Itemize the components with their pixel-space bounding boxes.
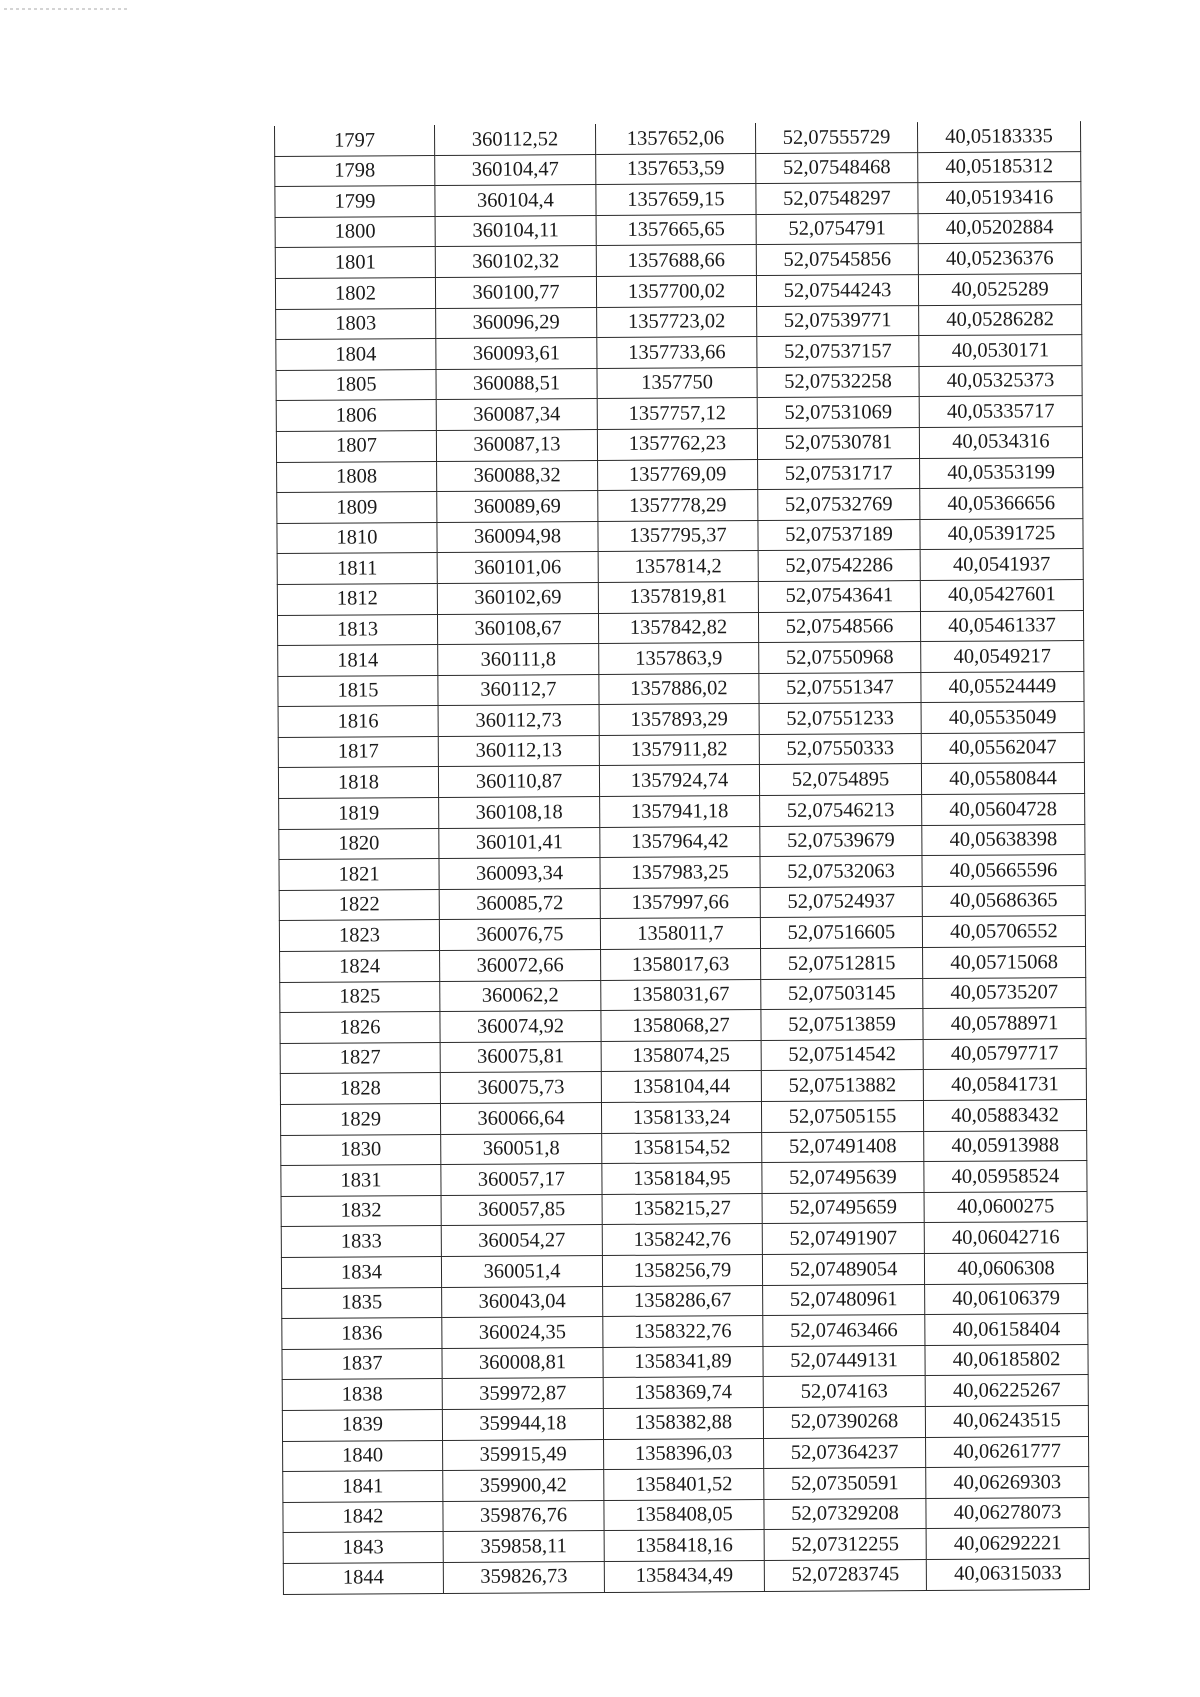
y-coordinate-cell: 1357757,12 xyxy=(597,398,757,430)
y-coordinate-cell: 1358104,44 xyxy=(601,1071,761,1103)
table-row xyxy=(275,121,1081,156)
table-row xyxy=(275,243,1081,279)
point-number-cell: 1825 xyxy=(280,981,440,1013)
y-coordinate-cell: 1358322,76 xyxy=(603,1316,763,1348)
point-number-cell: 1816 xyxy=(278,706,438,738)
x-coordinate-cell: 359900,42 xyxy=(443,1470,604,1502)
y-coordinate-cell: 1357688,66 xyxy=(596,245,756,277)
y-coordinate-cell: 1357700,02 xyxy=(596,276,756,308)
table-row xyxy=(283,1467,1089,1503)
latitude-cell: 52,07491408 xyxy=(762,1131,924,1163)
latitude-cell: 52,07513859 xyxy=(761,1009,923,1041)
x-coordinate-cell: 360101,41 xyxy=(439,827,600,859)
y-coordinate-cell: 1357723,02 xyxy=(597,306,757,338)
x-coordinate-cell: 359826,73 xyxy=(443,1561,604,1593)
point-number-cell: 1822 xyxy=(279,889,439,921)
y-coordinate-cell: 1357665,65 xyxy=(596,214,756,246)
y-coordinate-cell: 1357983,25 xyxy=(600,857,760,889)
point-number-cell: 1835 xyxy=(282,1287,442,1319)
x-coordinate-cell: 360104,47 xyxy=(435,154,596,186)
table-row xyxy=(276,304,1082,340)
point-number-cell: 1810 xyxy=(277,522,437,554)
table-row xyxy=(278,763,1084,799)
latitude-cell: 52,07544243 xyxy=(756,275,918,307)
point-number-cell: 1797 xyxy=(275,125,435,156)
latitude-cell: 52,07542286 xyxy=(758,550,920,582)
table-row xyxy=(280,1008,1086,1044)
point-number-cell: 1841 xyxy=(283,1471,443,1503)
y-coordinate-cell: 1357964,42 xyxy=(600,826,760,858)
table-row xyxy=(283,1497,1089,1533)
x-coordinate-cell: 360088,32 xyxy=(437,460,598,492)
x-coordinate-cell: 359915,49 xyxy=(443,1439,604,1471)
latitude-cell: 52,07350591 xyxy=(764,1468,926,1500)
longitude-cell: 40,05183335 xyxy=(917,121,1080,152)
longitude-cell: 40,05461337 xyxy=(920,610,1083,642)
longitude-cell: 40,0534316 xyxy=(919,427,1082,459)
x-coordinate-cell: 360087,13 xyxy=(436,429,597,461)
latitude-cell: 52,07491907 xyxy=(762,1223,924,1255)
latitude-cell: 52,07532063 xyxy=(760,856,922,888)
table-row xyxy=(279,824,1085,860)
point-number-cell: 1808 xyxy=(277,461,437,493)
latitude-cell: 52,07364237 xyxy=(764,1437,926,1469)
longitude-cell: 40,06042716 xyxy=(924,1222,1087,1254)
latitude-cell: 52,07495639 xyxy=(762,1162,924,1194)
point-number-cell: 1833 xyxy=(281,1226,441,1258)
x-coordinate-cell: 360110,87 xyxy=(438,766,599,798)
y-coordinate-cell: 1358396,03 xyxy=(604,1438,764,1470)
point-number-cell: 1800 xyxy=(275,216,435,248)
table-row xyxy=(280,1069,1086,1105)
latitude-cell: 52,07551233 xyxy=(759,703,921,735)
x-coordinate-cell: 360076,75 xyxy=(439,919,600,951)
point-number-cell: 1843 xyxy=(283,1532,443,1564)
point-number-cell: 1839 xyxy=(282,1409,442,1441)
x-coordinate-cell: 360102,32 xyxy=(435,246,596,278)
latitude-cell: 52,07512815 xyxy=(761,948,923,980)
longitude-cell: 40,05286282 xyxy=(919,304,1082,336)
longitude-cell: 40,05797717 xyxy=(923,1038,1086,1070)
y-coordinate-cell: 1357814,2 xyxy=(598,551,758,583)
y-coordinate-cell: 1358369,74 xyxy=(603,1377,763,1409)
y-coordinate-cell: 1357778,29 xyxy=(598,490,758,522)
x-coordinate-cell: 360093,34 xyxy=(439,858,600,890)
point-number-cell: 1820 xyxy=(279,828,439,860)
latitude-cell: 52,0754791 xyxy=(756,213,918,245)
longitude-cell: 40,06225267 xyxy=(925,1375,1088,1407)
point-number-cell: 1817 xyxy=(278,736,438,768)
table-row xyxy=(282,1283,1088,1319)
table-row xyxy=(278,671,1084,707)
latitude-cell: 52,07546213 xyxy=(760,795,922,827)
table-row xyxy=(283,1558,1089,1594)
point-number-cell: 1829 xyxy=(280,1104,440,1136)
latitude-cell: 52,07390268 xyxy=(763,1406,925,1438)
point-number-cell: 1798 xyxy=(275,155,435,187)
y-coordinate-cell: 1357653,59 xyxy=(596,153,756,185)
point-number-cell: 1844 xyxy=(283,1562,443,1594)
table-row xyxy=(279,794,1085,830)
y-coordinate-cell: 1358408,05 xyxy=(604,1499,764,1531)
y-coordinate-cell: 1357795,37 xyxy=(598,520,758,552)
longitude-cell: 40,05958524 xyxy=(924,1161,1087,1193)
latitude-cell: 52,07537189 xyxy=(758,519,920,551)
y-coordinate-cell: 1357750 xyxy=(597,367,757,399)
x-coordinate-cell: 360101,06 xyxy=(437,552,598,584)
x-coordinate-cell: 360112,52 xyxy=(434,124,595,155)
x-coordinate-cell: 360111,8 xyxy=(438,644,599,676)
point-number-cell: 1830 xyxy=(281,1134,441,1166)
x-coordinate-cell: 360112,7 xyxy=(438,674,599,706)
y-coordinate-cell: 1357842,82 xyxy=(598,612,758,644)
latitude-cell: 52,07543641 xyxy=(758,580,920,612)
x-coordinate-cell: 359858,11 xyxy=(443,1531,604,1563)
x-coordinate-cell: 360108,18 xyxy=(439,797,600,829)
latitude-cell: 52,07514542 xyxy=(761,1039,923,1071)
table-row xyxy=(276,396,1082,432)
point-number-cell: 1807 xyxy=(276,430,436,462)
longitude-cell: 40,05706552 xyxy=(922,916,1085,948)
latitude-cell: 52,07495659 xyxy=(762,1192,924,1224)
x-coordinate-cell: 359944,18 xyxy=(442,1408,603,1440)
y-coordinate-cell: 1358382,88 xyxy=(603,1407,763,1439)
point-number-cell: 1827 xyxy=(280,1042,440,1074)
longitude-cell: 40,0530171 xyxy=(919,335,1082,367)
longitude-cell: 40,05788971 xyxy=(923,1008,1086,1040)
point-number-cell: 1803 xyxy=(276,308,436,340)
y-coordinate-cell: 1357911,82 xyxy=(599,734,759,766)
table-row xyxy=(282,1344,1088,1380)
latitude-cell: 52,07505155 xyxy=(761,1101,923,1133)
document-page xyxy=(274,126,1080,1595)
x-coordinate-cell: 360074,92 xyxy=(440,1011,601,1043)
point-number-cell: 1836 xyxy=(282,1318,442,1350)
y-coordinate-cell: 1358068,27 xyxy=(601,1010,761,1042)
longitude-cell: 40,05562047 xyxy=(921,732,1084,764)
y-coordinate-cell: 1357762,23 xyxy=(597,428,757,460)
point-number-cell: 1801 xyxy=(275,247,435,279)
y-coordinate-cell: 1357863,9 xyxy=(599,643,759,675)
y-coordinate-cell: 1357886,02 xyxy=(599,673,759,705)
longitude-cell: 40,05604728 xyxy=(922,794,1085,826)
point-number-cell: 1840 xyxy=(283,1440,443,1472)
point-number-cell: 1811 xyxy=(277,553,437,585)
y-coordinate-cell: 1358215,27 xyxy=(602,1193,762,1225)
latitude-cell: 52,074163 xyxy=(763,1376,925,1408)
y-coordinate-cell: 1358434,49 xyxy=(604,1560,764,1592)
latitude-cell: 52,07532258 xyxy=(757,366,919,398)
latitude-cell: 52,07550968 xyxy=(759,642,921,674)
longitude-cell: 40,06292221 xyxy=(926,1528,1089,1560)
table-row xyxy=(283,1436,1089,1472)
longitude-cell: 40,05353199 xyxy=(920,457,1083,489)
table-row xyxy=(277,549,1083,585)
table-row xyxy=(278,641,1084,677)
latitude-cell: 52,07516605 xyxy=(760,917,922,949)
longitude-cell: 40,05202884 xyxy=(918,212,1081,244)
coordinates-table-body xyxy=(275,121,1090,1594)
x-coordinate-cell: 359972,87 xyxy=(442,1378,603,1410)
latitude-cell: 52,07545856 xyxy=(756,244,918,276)
latitude-cell: 52,07449131 xyxy=(763,1345,925,1377)
latitude-cell: 52,07480961 xyxy=(763,1284,925,1316)
x-coordinate-cell: 360094,98 xyxy=(437,521,598,553)
latitude-cell: 52,07539679 xyxy=(760,825,922,857)
longitude-cell: 40,05665596 xyxy=(922,855,1085,887)
longitude-cell: 40,05325373 xyxy=(919,365,1082,397)
coordinates-table xyxy=(274,121,1090,1594)
longitude-cell: 40,05236376 xyxy=(918,243,1081,275)
latitude-cell: 52,07329208 xyxy=(764,1498,926,1530)
table-row xyxy=(276,365,1082,401)
y-coordinate-cell: 1357997,66 xyxy=(600,887,760,919)
x-coordinate-cell: 360102,69 xyxy=(437,582,598,614)
y-coordinate-cell: 1357924,74 xyxy=(599,765,759,797)
scan-artifact-mark xyxy=(4,8,130,10)
latitude-cell: 52,07550333 xyxy=(759,733,921,765)
y-coordinate-cell: 1357893,29 xyxy=(599,704,759,736)
point-number-cell: 1799 xyxy=(275,186,435,218)
table-row xyxy=(281,1130,1087,1166)
x-coordinate-cell: 360075,73 xyxy=(440,1072,601,1104)
longitude-cell: 40,06261777 xyxy=(926,1436,1089,1468)
longitude-cell: 40,05913988 xyxy=(924,1130,1087,1162)
y-coordinate-cell: 1358418,16 xyxy=(604,1530,764,1562)
x-coordinate-cell: 360008,81 xyxy=(442,1347,603,1379)
point-number-cell: 1837 xyxy=(282,1348,442,1380)
table-row xyxy=(276,335,1082,371)
y-coordinate-cell: 1358011,7 xyxy=(600,918,760,950)
x-coordinate-cell: 360112,73 xyxy=(438,705,599,737)
table-row xyxy=(277,518,1083,554)
x-coordinate-cell: 360057,85 xyxy=(441,1194,602,1226)
x-coordinate-cell: 360100,77 xyxy=(435,277,596,309)
x-coordinate-cell: 360104,4 xyxy=(435,185,596,217)
latitude-cell: 52,07530781 xyxy=(757,428,919,460)
point-number-cell: 1806 xyxy=(276,400,436,432)
y-coordinate-cell: 1357769,09 xyxy=(598,459,758,491)
x-coordinate-cell: 360062,2 xyxy=(440,980,601,1012)
table-row xyxy=(281,1161,1087,1197)
latitude-cell: 52,07532769 xyxy=(758,489,920,521)
point-number-cell: 1812 xyxy=(277,583,437,615)
table-row xyxy=(280,977,1086,1013)
latitude-cell: 52,07463466 xyxy=(763,1315,925,1347)
x-coordinate-cell: 360108,67 xyxy=(437,613,598,645)
point-number-cell: 1831 xyxy=(281,1165,441,1197)
y-coordinate-cell: 1358031,67 xyxy=(601,979,761,1011)
table-row xyxy=(279,855,1085,891)
longitude-cell: 40,05185312 xyxy=(918,151,1081,183)
x-coordinate-cell: 360104,11 xyxy=(435,215,596,247)
latitude-cell: 52,07531069 xyxy=(757,397,919,429)
latitude-cell: 52,07537157 xyxy=(757,336,919,368)
point-number-cell: 1818 xyxy=(278,767,438,799)
longitude-cell: 40,06158404 xyxy=(925,1314,1088,1346)
x-coordinate-cell: 360112,13 xyxy=(438,735,599,767)
point-number-cell: 1826 xyxy=(280,1012,440,1044)
table-row xyxy=(282,1314,1088,1350)
longitude-cell: 40,0541937 xyxy=(920,549,1083,581)
point-number-cell: 1805 xyxy=(276,369,436,401)
table-row xyxy=(283,1528,1089,1564)
y-coordinate-cell: 1358017,63 xyxy=(601,949,761,981)
longitude-cell: 40,05193416 xyxy=(918,182,1081,214)
x-coordinate-cell: 360072,66 xyxy=(440,950,601,982)
point-number-cell: 1813 xyxy=(277,614,437,646)
table-row xyxy=(277,457,1083,493)
table-row xyxy=(281,1191,1087,1227)
latitude-cell: 52,07503145 xyxy=(761,978,923,1010)
y-coordinate-cell: 1357733,66 xyxy=(597,337,757,369)
table-row xyxy=(281,1253,1087,1289)
point-number-cell: 1823 xyxy=(279,920,439,952)
x-coordinate-cell: 360088,51 xyxy=(436,368,597,400)
longitude-cell: 40,05735207 xyxy=(923,977,1086,1009)
longitude-cell: 40,05686365 xyxy=(922,885,1085,917)
longitude-cell: 40,06106379 xyxy=(925,1283,1088,1315)
table-row xyxy=(279,885,1085,921)
x-coordinate-cell: 360066,64 xyxy=(440,1103,601,1135)
x-coordinate-cell: 360089,69 xyxy=(437,491,598,523)
x-coordinate-cell: 360051,4 xyxy=(441,1255,602,1287)
x-coordinate-cell: 360087,34 xyxy=(436,399,597,431)
longitude-cell: 40,05335717 xyxy=(919,396,1082,428)
table-row xyxy=(275,212,1081,248)
point-number-cell: 1842 xyxy=(283,1501,443,1533)
longitude-cell: 40,05427601 xyxy=(920,579,1083,611)
y-coordinate-cell: 1357941,18 xyxy=(600,796,760,828)
y-coordinate-cell: 1358401,52 xyxy=(604,1469,764,1501)
table-row xyxy=(280,1038,1086,1074)
point-number-cell: 1838 xyxy=(282,1379,442,1411)
point-number-cell: 1815 xyxy=(278,675,438,707)
x-coordinate-cell: 360051,8 xyxy=(441,1133,602,1165)
y-coordinate-cell: 1358184,95 xyxy=(602,1163,762,1195)
table-row xyxy=(275,151,1081,187)
x-coordinate-cell: 360075,81 xyxy=(440,1041,601,1073)
latitude-cell: 52,07531717 xyxy=(758,458,920,490)
y-coordinate-cell: 1358154,52 xyxy=(602,1132,762,1164)
longitude-cell: 40,05366656 xyxy=(920,488,1083,520)
longitude-cell: 40,05524449 xyxy=(921,671,1084,703)
point-number-cell: 1814 xyxy=(278,645,438,677)
latitude-cell: 52,07524937 xyxy=(760,886,922,918)
point-number-cell: 1832 xyxy=(281,1195,441,1227)
latitude-cell: 52,07548468 xyxy=(756,152,918,184)
y-coordinate-cell: 1358256,79 xyxy=(602,1255,762,1287)
longitude-cell: 40,05535049 xyxy=(921,702,1084,734)
latitude-cell: 52,07548566 xyxy=(758,611,920,643)
longitude-cell: 40,05883432 xyxy=(923,1100,1086,1132)
longitude-cell: 40,06185802 xyxy=(925,1344,1088,1376)
x-coordinate-cell: 359876,76 xyxy=(443,1500,604,1532)
longitude-cell: 40,06269303 xyxy=(926,1467,1089,1499)
table-row xyxy=(276,427,1082,463)
latitude-cell: 52,07539771 xyxy=(757,305,919,337)
table-row xyxy=(278,702,1084,738)
y-coordinate-cell: 1358074,25 xyxy=(601,1040,761,1072)
longitude-cell: 40,05391725 xyxy=(920,518,1083,550)
table-row xyxy=(282,1375,1088,1411)
x-coordinate-cell: 360093,61 xyxy=(436,338,597,370)
longitude-cell: 40,0606308 xyxy=(924,1253,1087,1285)
table-row xyxy=(277,488,1083,524)
point-number-cell: 1821 xyxy=(279,859,439,891)
table-row xyxy=(278,732,1084,768)
longitude-cell: 40,05841731 xyxy=(923,1069,1086,1101)
latitude-cell: 52,07283745 xyxy=(764,1559,926,1591)
y-coordinate-cell: 1357659,15 xyxy=(596,184,756,216)
longitude-cell: 40,05638398 xyxy=(922,824,1085,856)
table-row xyxy=(281,1222,1087,1258)
point-number-cell: 1819 xyxy=(279,798,439,830)
table-row xyxy=(275,274,1081,310)
latitude-cell: 52,07513882 xyxy=(761,1070,923,1102)
point-number-cell: 1804 xyxy=(276,339,436,371)
x-coordinate-cell: 360043,04 xyxy=(442,1286,603,1318)
y-coordinate-cell: 1357819,81 xyxy=(598,581,758,613)
x-coordinate-cell: 360024,35 xyxy=(442,1317,603,1349)
table-row xyxy=(279,916,1085,952)
longitude-cell: 40,0525289 xyxy=(918,274,1081,306)
x-coordinate-cell: 360054,27 xyxy=(441,1225,602,1257)
y-coordinate-cell: 1358133,24 xyxy=(601,1102,761,1134)
y-coordinate-cell: 1357652,06 xyxy=(595,123,755,154)
longitude-cell: 40,06315033 xyxy=(926,1558,1089,1590)
table-row xyxy=(277,579,1083,615)
point-number-cell: 1824 xyxy=(280,951,440,983)
longitude-cell: 40,06278073 xyxy=(926,1497,1089,1529)
latitude-cell: 52,07489054 xyxy=(762,1254,924,1286)
longitude-cell: 40,06243515 xyxy=(925,1405,1088,1437)
table-row xyxy=(275,182,1081,218)
y-coordinate-cell: 1358286,67 xyxy=(603,1285,763,1317)
y-coordinate-cell: 1358242,76 xyxy=(602,1224,762,1256)
table-row xyxy=(280,1100,1086,1136)
latitude-cell: 52,07551347 xyxy=(759,672,921,704)
x-coordinate-cell: 360096,29 xyxy=(436,307,597,339)
longitude-cell: 40,05580844 xyxy=(921,763,1084,795)
point-number-cell: 1828 xyxy=(280,1073,440,1105)
point-number-cell: 1809 xyxy=(277,492,437,524)
x-coordinate-cell: 360057,17 xyxy=(441,1164,602,1196)
point-number-cell: 1802 xyxy=(275,277,435,309)
longitude-cell: 40,05715068 xyxy=(923,947,1086,979)
table-row xyxy=(280,947,1086,983)
longitude-cell: 40,0549217 xyxy=(921,641,1084,673)
longitude-cell: 40,0600275 xyxy=(924,1191,1087,1223)
table-row xyxy=(282,1405,1088,1441)
latitude-cell: 52,07548297 xyxy=(756,183,918,215)
table-row xyxy=(277,610,1083,646)
x-coordinate-cell: 360085,72 xyxy=(439,888,600,920)
latitude-cell: 52,0754895 xyxy=(759,764,921,796)
point-number-cell: 1834 xyxy=(281,1256,441,1288)
y-coordinate-cell: 1358341,89 xyxy=(603,1346,763,1378)
latitude-cell: 52,07312255 xyxy=(764,1529,926,1561)
latitude-cell: 52,07555729 xyxy=(755,122,917,153)
